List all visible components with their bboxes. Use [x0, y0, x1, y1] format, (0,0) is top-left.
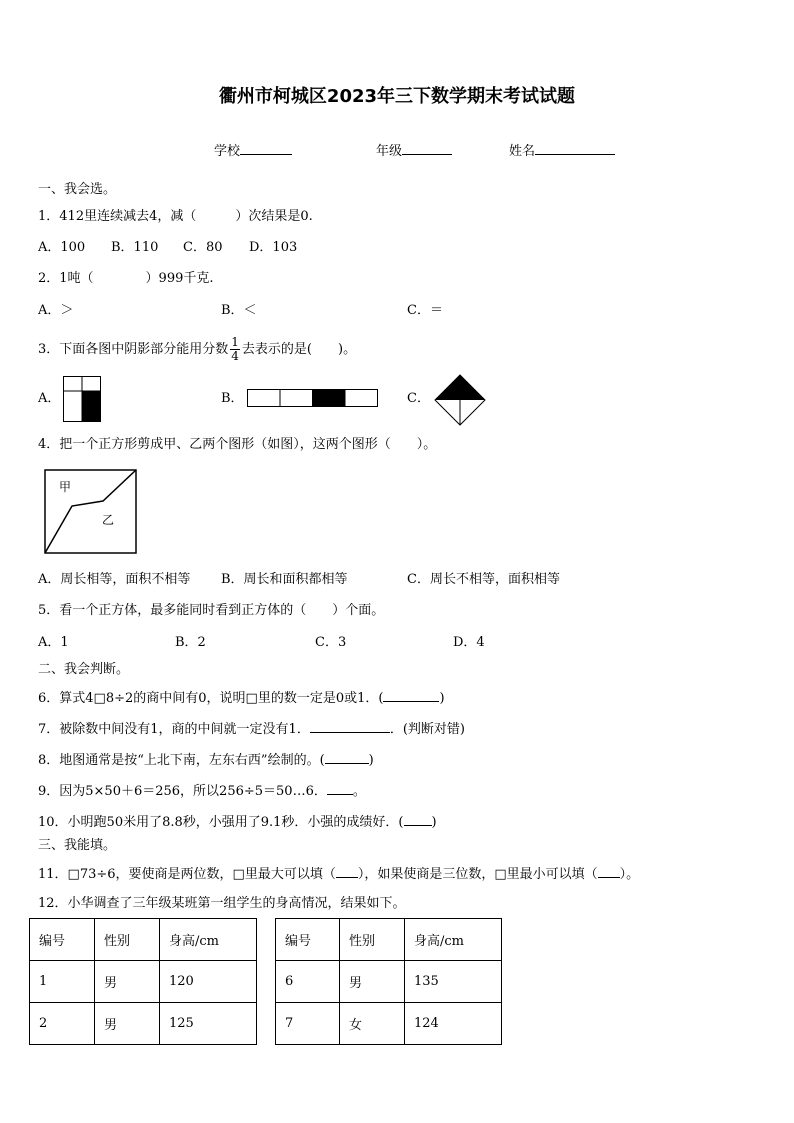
- question-5: 5．看一个正方体，最多能同时看到正方体的（ ）个面。: [38, 603, 385, 618]
- table-cell: 7: [276, 1003, 340, 1045]
- table-header-cell: 性别: [340, 919, 405, 961]
- q9-answer-blank[interactable]: [327, 782, 353, 795]
- page-title: 衢州市柯城区2023年三下数学期末考试试题: [218, 86, 576, 107]
- q3-option-a[interactable]: A．: [38, 391, 61, 406]
- q6-text: 6．算式4□8÷2的商中间有0，说明□里的数一定是0或1．(: [38, 691, 384, 706]
- grade-label: 年级: [376, 144, 403, 159]
- table-cell: 125: [160, 1003, 257, 1045]
- table-header-cell: 身高/cm: [160, 919, 257, 961]
- q10-text: 10．小明跑50米用了8.8秒，小强用了9.1秒．小强的成绩好．(: [38, 815, 404, 830]
- table-cell: 女: [340, 1003, 405, 1045]
- q10-text-end: ): [431, 815, 437, 830]
- q5-option-c[interactable]: C．3: [315, 635, 347, 650]
- q1-option-d[interactable]: D．103: [249, 240, 298, 255]
- table-row: [30, 961, 502, 1003]
- q3-text-before: 3．下面各图中阴影部分能用分数: [38, 342, 229, 357]
- table-cell: 男: [95, 1003, 160, 1045]
- q5-option-d[interactable]: D．4: [453, 635, 485, 650]
- q7-text: 7．被除数中间没有1，商的中间就一定没有1．: [38, 722, 310, 737]
- q9-text-end: 。: [352, 784, 366, 799]
- q2-option-b[interactable]: B．＜: [221, 303, 257, 318]
- q1-option-c[interactable]: C．80: [183, 240, 223, 255]
- question-2: 2．1吨（ ）999千克.: [38, 271, 214, 286]
- q5-option-b[interactable]: B．2: [175, 635, 206, 650]
- q11-blank-1[interactable]: [336, 865, 358, 878]
- height-table: [29, 918, 502, 1045]
- table-cell: 男: [340, 961, 405, 1003]
- q4-option-a[interactable]: A．周长相等，面积不相等: [38, 572, 191, 587]
- grade-field: [376, 142, 452, 158]
- table-cell: 男: [95, 961, 160, 1003]
- label-yi: 乙: [102, 513, 115, 527]
- table-row: [30, 1003, 502, 1045]
- table-gap: [257, 919, 276, 961]
- fraction-numerator: 1: [231, 335, 239, 349]
- q11-part2: ），如果使商是三位数，□里最小可以填（: [357, 867, 598, 882]
- question-8: [38, 751, 374, 767]
- table-cell: 120: [160, 961, 257, 1003]
- school-blank[interactable]: [240, 142, 292, 155]
- fraction-one-quarter: [230, 336, 240, 363]
- q5-option-a[interactable]: A．1: [38, 635, 69, 650]
- q10-answer-blank[interactable]: [404, 813, 432, 826]
- table-header-cell: 身高/cm: [405, 919, 502, 961]
- table-header-row: [30, 919, 502, 961]
- q2-option-a[interactable]: A．＞: [38, 303, 74, 318]
- section-heading-3: 三、我能填。: [38, 838, 117, 853]
- question-11: [38, 865, 639, 881]
- table-cell: 124: [405, 1003, 502, 1045]
- q7-text-end: ．(判断对错): [389, 722, 465, 737]
- question-7: [38, 720, 465, 736]
- q8-answer-blank[interactable]: [325, 751, 369, 764]
- table-cell: 135: [405, 961, 502, 1003]
- q11-part3: ）。: [619, 867, 640, 882]
- q3-figure-c: [434, 374, 486, 426]
- q9-text: 9．因为5×50＋6＝256，所以256÷5＝50…6．: [38, 784, 327, 799]
- question-10: [38, 813, 437, 829]
- q4-option-b[interactable]: B．周长和面积都相等: [221, 572, 348, 587]
- q2-option-c[interactable]: C．＝: [407, 303, 443, 318]
- table-cell: 1: [30, 961, 95, 1003]
- grade-blank[interactable]: [402, 142, 452, 155]
- q11-blank-2[interactable]: [598, 865, 620, 878]
- table-header-cell: 性别: [95, 919, 160, 961]
- question-6: [38, 689, 445, 705]
- table-gap: [257, 961, 276, 1003]
- section-heading-1: 一、我会选。: [38, 182, 117, 197]
- name-label: 姓名: [509, 144, 536, 159]
- table-cell: 2: [30, 1003, 95, 1045]
- section-heading-2: 二、我会判断。: [38, 662, 130, 677]
- school-field: [214, 142, 292, 158]
- q4-option-c[interactable]: C．周长不相等，面积相等: [407, 572, 560, 587]
- table-header-cell: 编号: [30, 919, 95, 961]
- name-field: [509, 142, 615, 158]
- fraction-denominator: 4: [231, 349, 239, 363]
- q3-figure-b: [247, 389, 378, 408]
- q7-answer-blank[interactable]: [310, 720, 390, 733]
- q3-text-after: 去表示的是( )。: [241, 342, 357, 357]
- q6-text-end: ): [439, 691, 445, 706]
- question-4: 4．把一个正方形剪成甲、乙两个图形（如图），这两个图形（ ）。: [38, 437, 437, 452]
- question-1: 1．412里连续减去4，减（ ）次结果是0.: [38, 209, 313, 224]
- table-gap: [257, 1003, 276, 1045]
- table-cell: 6: [276, 961, 340, 1003]
- q3-option-c[interactable]: C．: [407, 391, 430, 406]
- table-header-cell: 编号: [276, 919, 340, 961]
- q1-option-b[interactable]: B．110: [111, 240, 159, 255]
- name-blank[interactable]: [535, 142, 615, 155]
- question-3: [38, 336, 356, 363]
- question-9: [38, 782, 366, 798]
- q8-text-end: ): [368, 753, 374, 768]
- q11-part1: 11．□73÷6，要使商是两位数，□里最大可以填（: [38, 867, 336, 882]
- q1-option-a[interactable]: A．100: [38, 240, 86, 255]
- q6-answer-blank[interactable]: [383, 689, 439, 702]
- q3-option-b[interactable]: B．: [221, 391, 244, 406]
- q3-figure-a: [63, 376, 101, 422]
- label-jia: 甲: [59, 480, 72, 494]
- q8-text: 8．地图通常是按“上北下南，左东右西”绘制的。(: [38, 753, 325, 768]
- question-12: 12．小华调查了三年级某班第一组学生的身高情况，结果如下。: [38, 896, 406, 911]
- school-label: 学校: [214, 144, 241, 159]
